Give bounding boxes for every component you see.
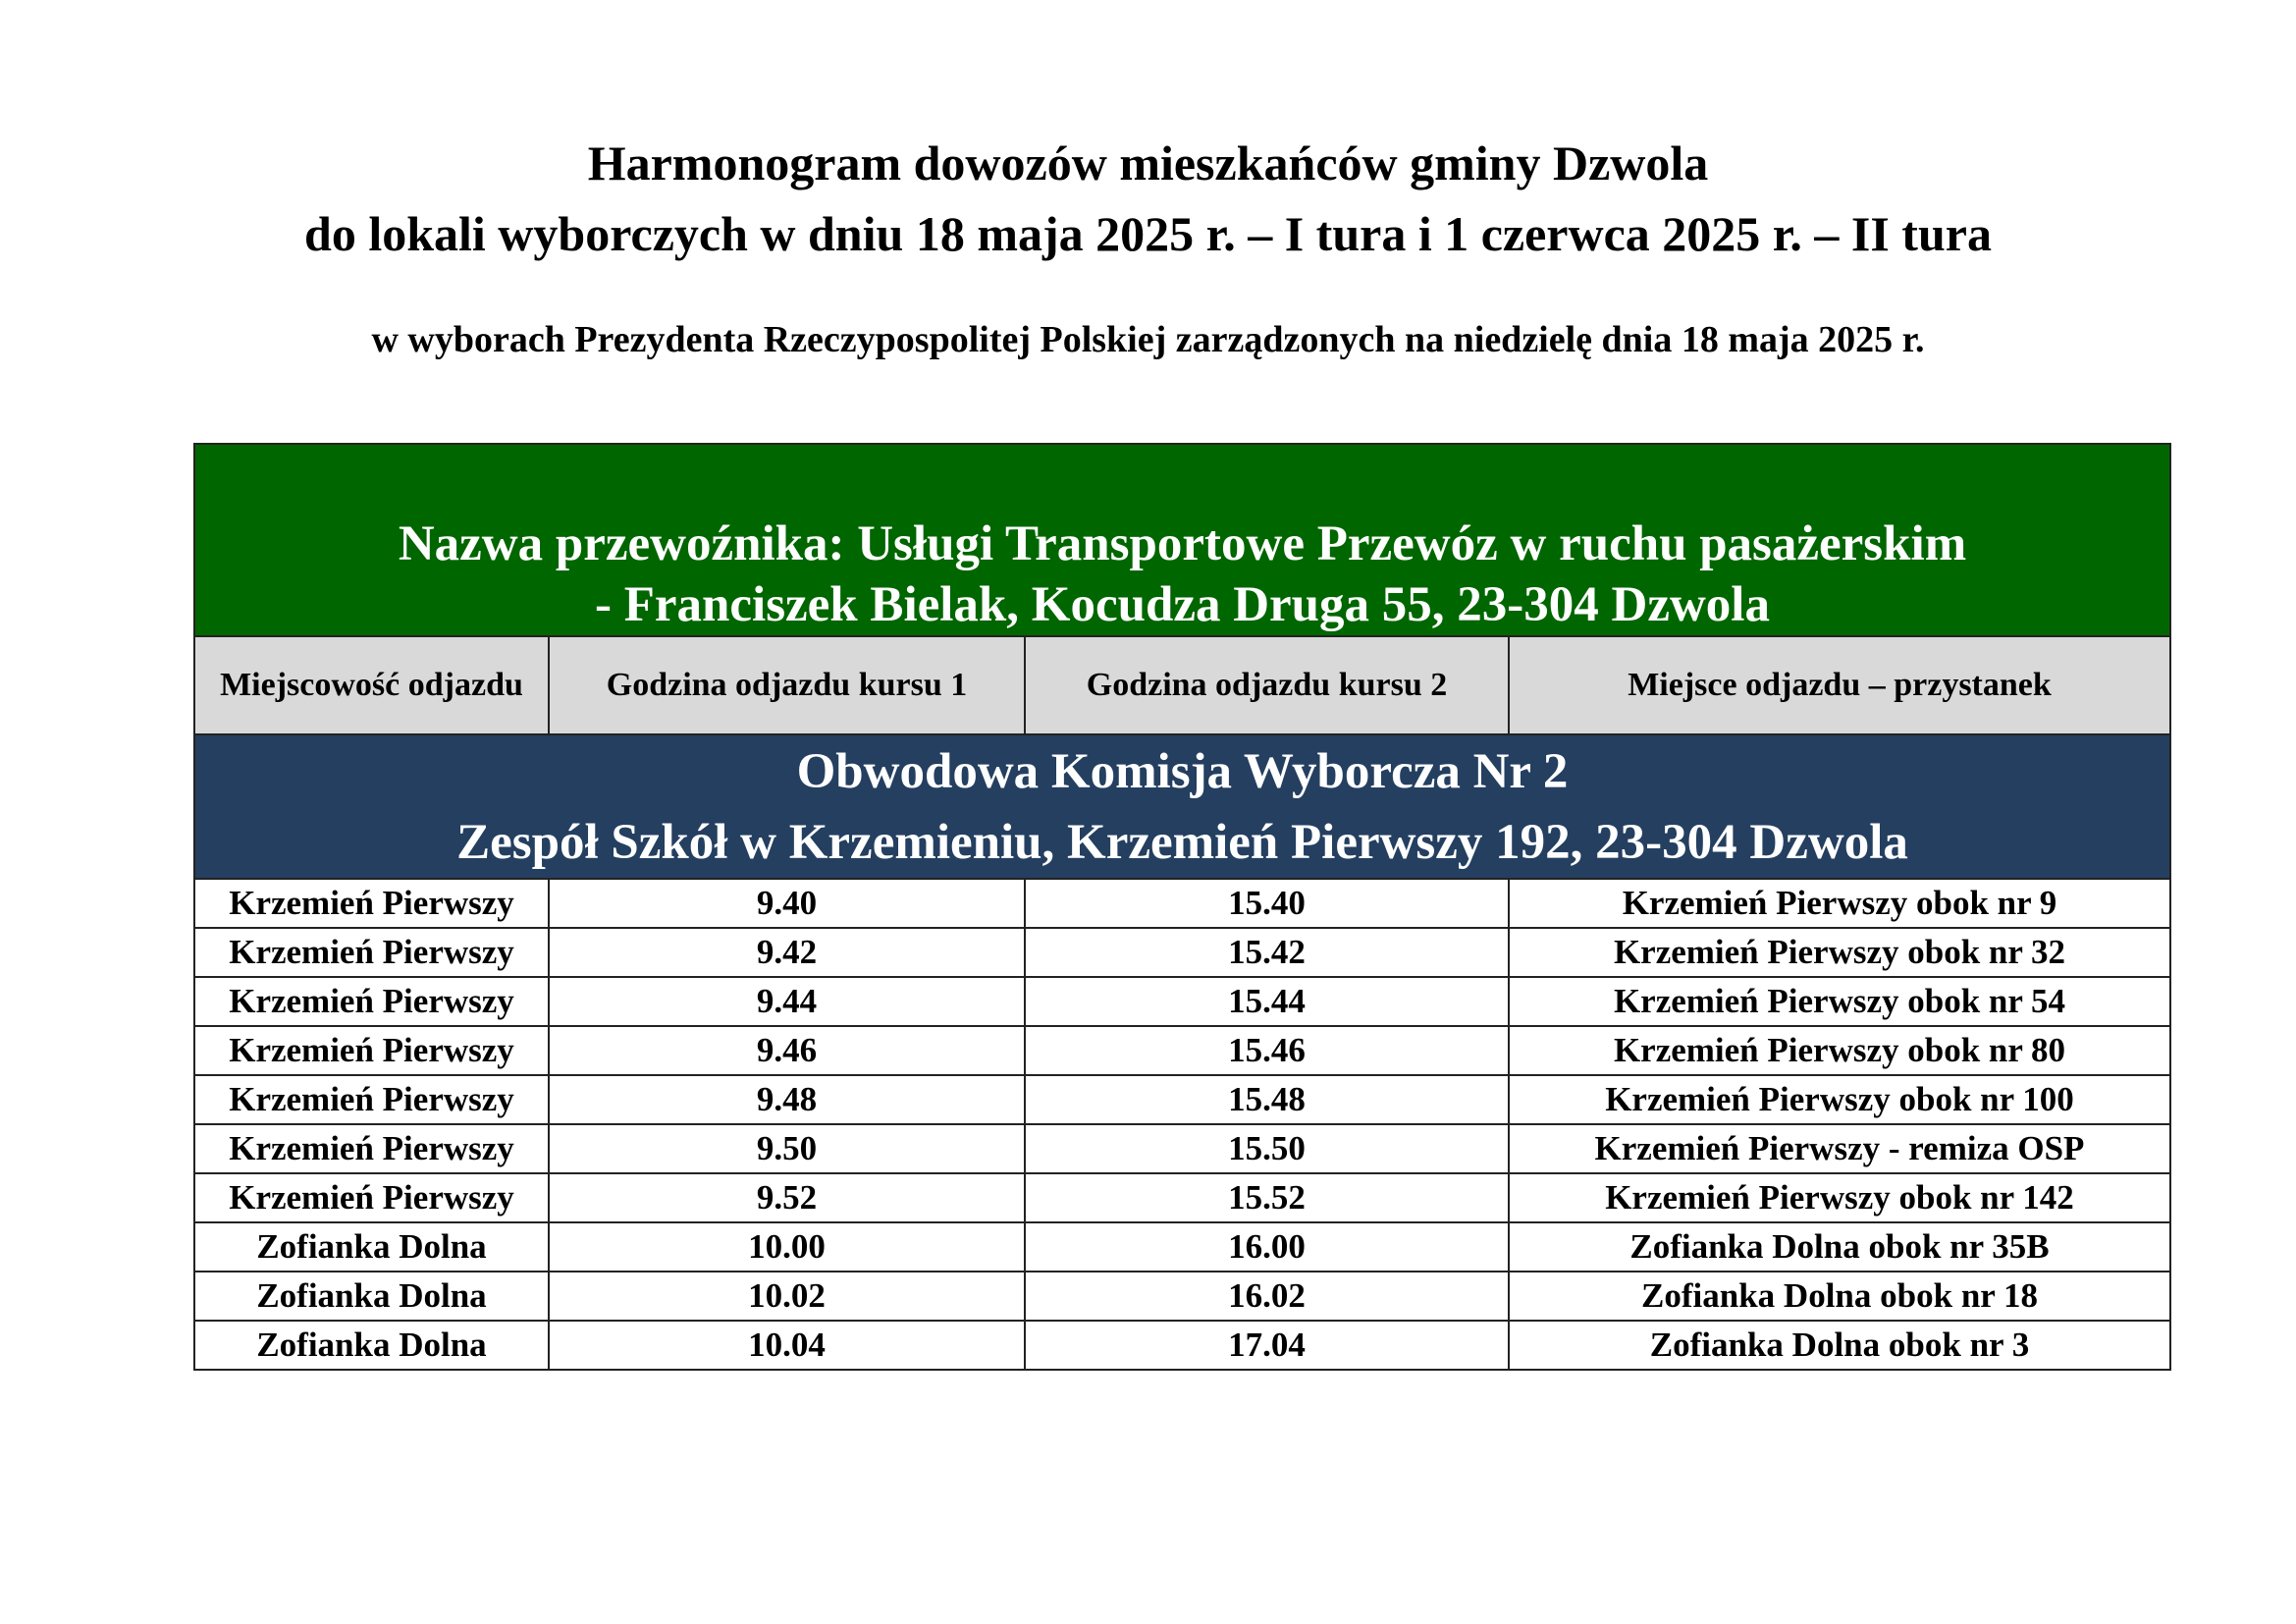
cell-departure-time-1: 9.50 — [549, 1124, 1025, 1173]
cell-departure-time-2: 16.02 — [1025, 1272, 1509, 1321]
table-row — [194, 1124, 2170, 1173]
cell-departure-town: Krzemień Pierwszy — [194, 1026, 549, 1075]
cell-departure-town: Krzemień Pierwszy — [194, 928, 549, 977]
cell-departure-time-2: 15.44 — [1025, 977, 1509, 1026]
cell-departure-time-1: 9.40 — [549, 879, 1025, 928]
cell-departure-stop: Krzemień Pierwszy - remiza OSP — [1509, 1124, 2170, 1173]
cell-departure-time-1: 9.44 — [549, 977, 1025, 1026]
cell-departure-time-2: 15.48 — [1025, 1075, 1509, 1124]
schedule-table — [193, 443, 2171, 1371]
table-row — [194, 977, 2170, 1026]
carrier-line-2: - Franciszek Bielak, Kocudza Druga 55, 23-304 Dzwola — [595, 577, 1770, 632]
cell-departure-stop: Krzemień Pierwszy obok nr 80 — [1509, 1026, 2170, 1075]
cell-departure-time-2: 17.04 — [1025, 1321, 1509, 1370]
carrier-cell — [194, 444, 2170, 636]
cell-departure-town: Krzemień Pierwszy — [194, 1173, 549, 1222]
table-row — [194, 928, 2170, 977]
cell-departure-town: Krzemień Pierwszy — [194, 879, 549, 928]
cell-departure-time-1: 9.42 — [549, 928, 1025, 977]
title-line-1: Harmonogram dowozów mieszkańców gminy Dzwola — [587, 135, 1709, 190]
carrier-line-1: Nazwa przewoźnika: Usługi Transportowe Przewóz w ruchu pasażerskim — [398, 516, 1967, 571]
cell-departure-time-1: 9.48 — [549, 1075, 1025, 1124]
cell-departure-town: Zofianka Dolna — [194, 1321, 549, 1370]
cell-departure-time-2: 15.52 — [1025, 1173, 1509, 1222]
title-line-2: do lokali wyborczych w dniu 18 maja 2025 r. – I tura i 1 czerwca 2025 r. – II tura — [304, 206, 1992, 261]
cell-departure-time-1: 9.52 — [549, 1173, 1025, 1222]
commission-line-1: Obwodowa Komisja Wyborcza Nr 2 — [796, 743, 1569, 799]
document-subtitle: w wyborach Prezydenta Rzeczypospolitej Polskiej zarządzonych na niedzielę dnia 18 maja 2025 r. — [371, 319, 1925, 360]
cell-departure-town: Zofianka Dolna — [194, 1222, 549, 1272]
table-row — [194, 1075, 2170, 1124]
table-row — [194, 1321, 2170, 1370]
cell-departure-stop: Zofianka Dolna obok nr 35B — [1509, 1222, 2170, 1272]
cell-departure-stop: Krzemień Pierwszy obok nr 142 — [1509, 1173, 2170, 1222]
header-departure-town: Miejscowość odjazdu — [194, 636, 549, 734]
cell-departure-stop: Zofianka Dolna obok nr 18 — [1509, 1272, 2170, 1321]
table-row — [194, 1272, 2170, 1321]
header-departure-stop: Miejsce odjazdu – przystanek — [1509, 636, 2170, 734]
header-departure-time-1: Godzina odjazdu kursu 1 — [549, 636, 1025, 734]
cell-departure-time-2: 15.40 — [1025, 879, 1509, 928]
cell-departure-time-2: 15.46 — [1025, 1026, 1509, 1075]
document-title — [0, 128, 2296, 269]
table-row — [194, 1222, 2170, 1272]
cell-departure-town: Krzemień Pierwszy — [194, 1075, 549, 1124]
header-departure-time-2: Godzina odjazdu kursu 2 — [1025, 636, 1509, 734]
cell-departure-time-1: 10.04 — [549, 1321, 1025, 1370]
cell-departure-time-1: 9.46 — [549, 1026, 1025, 1075]
commission-row — [194, 734, 2170, 879]
cell-departure-time-2: 16.00 — [1025, 1222, 1509, 1272]
cell-departure-stop: Krzemień Pierwszy obok nr 100 — [1509, 1075, 2170, 1124]
cell-departure-stop: Krzemień Pierwszy obok nr 32 — [1509, 928, 2170, 977]
cell-departure-time-2: 15.42 — [1025, 928, 1509, 977]
cell-departure-stop: Krzemień Pierwszy obok nr 54 — [1509, 977, 2170, 1026]
commission-line-2: Zespół Szkół w Krzemieniu, Krzemień Pierwszy 192, 23-304 Dzwola — [456, 814, 1908, 870]
cell-departure-town: Krzemień Pierwszy — [194, 1124, 549, 1173]
cell-departure-town: Zofianka Dolna — [194, 1272, 549, 1321]
cell-departure-town: Krzemień Pierwszy — [194, 977, 549, 1026]
table-row — [194, 1026, 2170, 1075]
header-row — [194, 636, 2170, 734]
cell-departure-time-1: 10.00 — [549, 1222, 1025, 1272]
cell-departure-stop: Krzemień Pierwszy obok nr 9 — [1509, 879, 2170, 928]
cell-departure-time-1: 10.02 — [549, 1272, 1025, 1321]
table-row — [194, 1173, 2170, 1222]
table-row — [194, 879, 2170, 928]
cell-departure-time-2: 15.50 — [1025, 1124, 1509, 1173]
cell-departure-stop: Zofianka Dolna obok nr 3 — [1509, 1321, 2170, 1370]
commission-cell — [194, 734, 2170, 879]
carrier-row — [194, 444, 2170, 636]
